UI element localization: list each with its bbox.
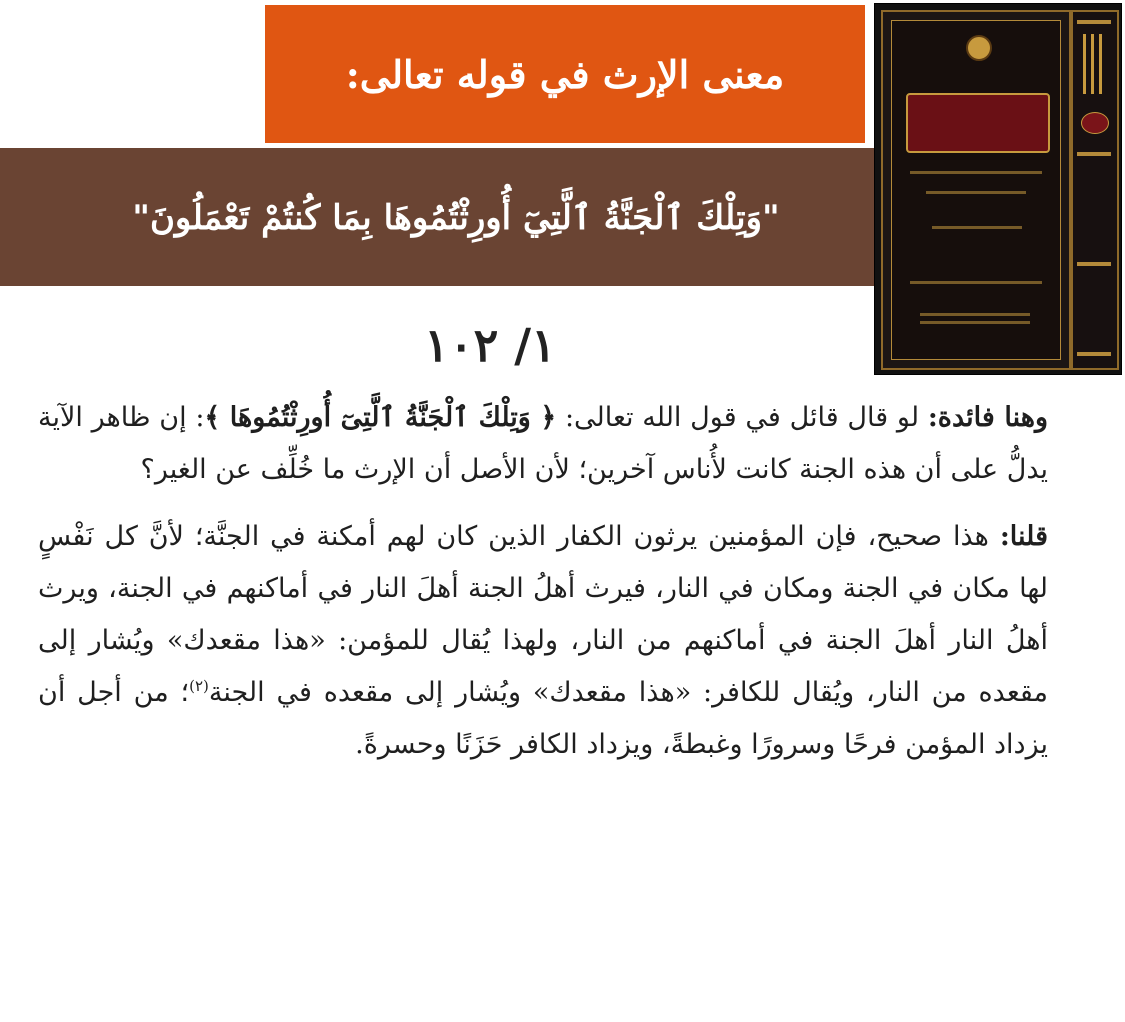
verse-text: "وَتِلْكَ ٱلْجَنَّةُ ٱلَّتِيٓ أُورِثْتُمُوهَا بِمَا كُنتُمْ تَعْمَلُونَ" — [132, 197, 780, 238]
cover-ornament-line — [932, 226, 1022, 229]
body-text — [38, 392, 1048, 786]
quran-quote: ﴿ وَتِلْكَ ٱلْجَنَّةُ ٱلَّتِىٓ أُورِثْتُمُوهَا ﴾ — [204, 402, 557, 433]
book-spine — [1071, 10, 1119, 370]
paragraph-lead: وهنا فائدة: — [927, 402, 1048, 433]
paragraph-answer — [38, 511, 1048, 771]
title-banner — [265, 5, 865, 143]
book-cover-front — [881, 10, 1071, 370]
book-line — [1091, 34, 1094, 94]
book-line — [1083, 34, 1086, 94]
cover-ornament-line — [910, 171, 1042, 174]
cover-ornament-line — [910, 281, 1042, 284]
spine-band — [1077, 152, 1111, 156]
cover-ornament-line — [920, 321, 1030, 324]
spine-band — [1077, 20, 1111, 24]
paragraph-benefit — [38, 392, 1048, 496]
spine-band — [1077, 262, 1111, 266]
book-line — [1099, 34, 1102, 94]
footnote-marker: (٢) — [189, 677, 209, 695]
bookshelf-icon — [1081, 34, 1109, 94]
paragraph-lead: قلنا: — [999, 521, 1048, 552]
medallion-icon — [966, 35, 992, 61]
cover-frame — [891, 20, 1061, 360]
page-reference: ١/ ١٠٢ — [424, 318, 556, 372]
book-cover-image — [874, 3, 1122, 375]
spine-band — [1077, 352, 1111, 356]
cover-ornament-line — [920, 313, 1030, 316]
title-text: معنى الإرث في قوله تعالى: — [345, 51, 785, 97]
paragraph-text: لو قال قائل في قول الله تعالى: — [556, 402, 928, 433]
spine-badge-icon — [1081, 112, 1109, 134]
paragraph-text: هذا صحيح، فإن المؤمنين يرثون الكفار الذين كان لهم أمكنة في الجنَّة؛ لأنَّ كل نَفْسٍ لها مكان في الجنة ومكان في النار، فيرث أهلُ الجنة أهلَ النار في أماكنهم في الجنة، ويرث أهلُ النار أهلَ الجنة في أماكنهم من النار، ولهذا يُقال للمؤمن: «هذا مقعدك» ويُشار إلى مقعده من النار، ويُقال للكافر: «هذا مقعدك» ويُشار إلى مقعده في الجنة — [38, 521, 1049, 708]
paragraph-text: ؛ من أجل أن يزداد المؤمن فرحًا وسرورًا وغبطةً، ويزداد الكافر حَزَنًا وحسرةً. — [38, 677, 1048, 760]
verse-banner — [0, 148, 912, 286]
cover-title-plate — [906, 93, 1050, 153]
cover-ornament-line — [926, 191, 1026, 194]
paragraph-text: : إن ظاهر الآية يدلُّ على أن هذه الجنة كانت لأُناس آخرين؛ لأن الأصل أن الإرث ما خُلِّف عن الغير؟ — [38, 402, 1048, 485]
